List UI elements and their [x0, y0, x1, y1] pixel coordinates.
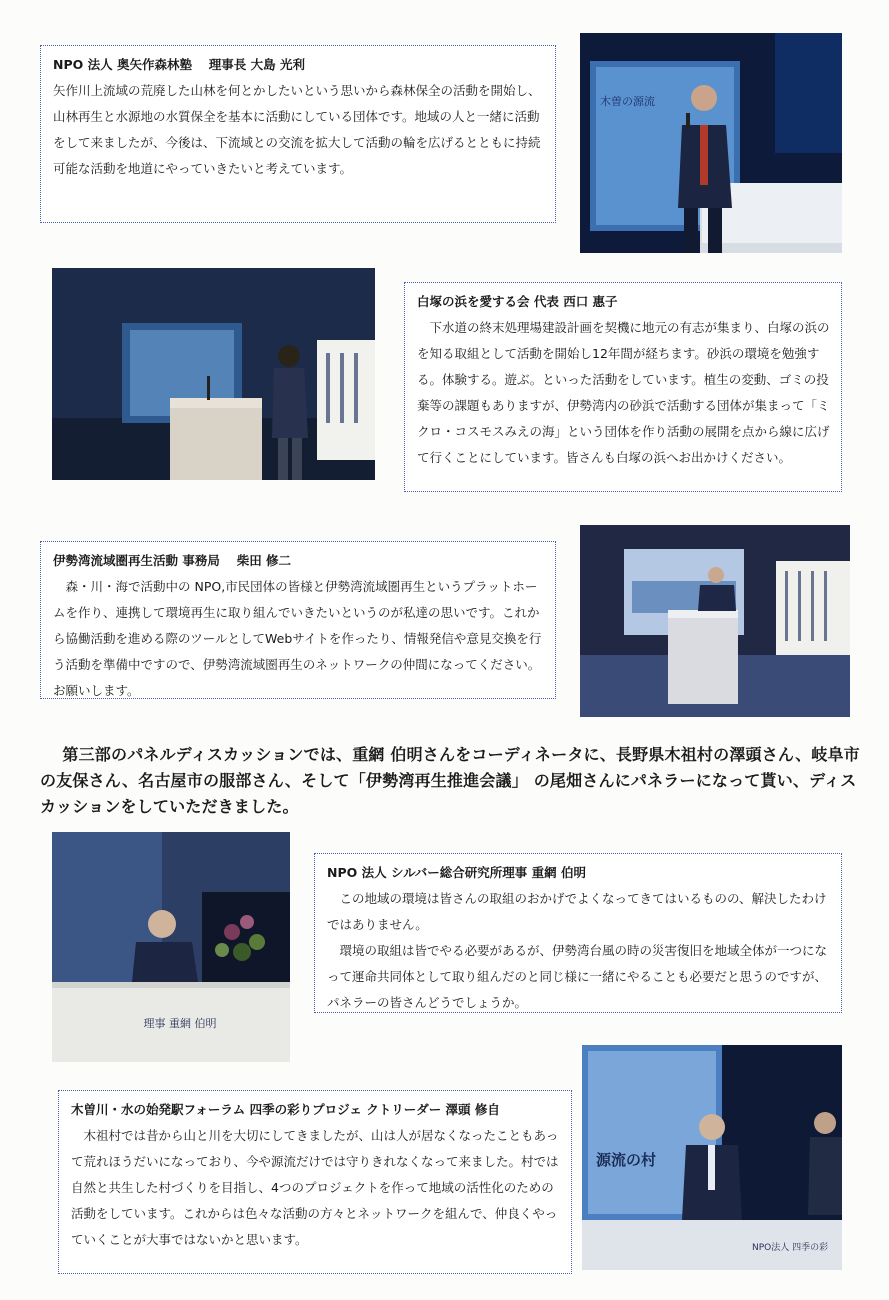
speaker-text: 環境の取組は皆でやる必要があるが、伊勢湾台風の時の災害復旧を地域全体が一つになって運命共同体として取り組んだのと同じ様に一緒にやることも必要だと思うのですが、パネラーの皆さんどうでしょうか。 [327, 943, 828, 1010]
photo-speaker-nishiguchi [52, 268, 375, 480]
photo-speaker-sawagashira [582, 1045, 842, 1270]
speaker-heading: 木曽川・水の始発駅フォーラム 四季の彩りプロジェ クトリーダー 澤頭 修自 [71, 1102, 500, 1117]
speaker-heading: 白塚の浜を愛する会 代表 西口 惠子 [417, 294, 618, 309]
speaker-text: 森・川・海で活動中の NPO,市民団体の皆様と伊勢湾流域圏再生というプラットホームを作り、連携して環境再生に取り組んでいきたいというのが私達の思いです。これから協働活動を進める際のツールとしてWebサイトを作ったり、情報発信や意見交換を行う活動を準備中ですので、伊勢湾流域圏再生のネットワークの仲間になってください。お願いします。 [53, 579, 542, 698]
speaker-box-oshima [40, 45, 556, 223]
nameplate-text: 理事 重網 伯明 [143, 1017, 217, 1030]
speaker-text: 矢作川上流域の荒廃した山林を何とかしたいという思いから森林保全の活動を開始し、山林再生と水源地の水質保全を基本に活動にしている団体です。地域の人と一緒に活動をして来ましたが、今後は、下流域との交流を拡大して活動の輪を広げるとともに持続可能な活動を地道にやっていきたいと考えています。 [53, 83, 541, 176]
speaker-heading: NPO 法人 シルバー総合研究所理事 重網 伯明 [327, 865, 586, 880]
speaker-text: 木祖村では昔から山と川を大切にしてきましたが、山は人が居なくなったこともあって荒れほうだいになっており、今や源流だけでは守りきれなくなって来ました。村では自然と共生した村づくりを目指し、4つのプロジェクトを作って地域の活性化のための活動をしています。これからは色々な活動の方々とネットワークを組んで、仲良くやっていくことが大事ではないかと思います。 [71, 1128, 559, 1247]
screen-text: 源流の村 [596, 1151, 657, 1169]
speaker-text: この地域の環境は皆さんの取組のおかげでよくなってきてはいるものの、解決したわけではありません。 [327, 891, 827, 932]
panel-discussion-summary: 第三部のパネルディスカッションでは、重網 伯明さんをコーディネータに、長野県木祖村の澤頭さん、岐阜市の友保さん、名古屋市の服部さん、そして「伊勢湾再生推進会議」 の尾畑さんにパネラーになって貰い、ディスカッションをしていただきました。 [40, 745, 860, 816]
nameplate-text: NPO法人 四季の彩 [752, 1243, 829, 1253]
photo-speaker-oshima [580, 33, 842, 253]
speaker-heading: 伊勢湾流域圏再生活動 事務局 柴田 修二 [53, 553, 292, 568]
speaker-text: 下水道の終末処理場建設計画を契機に地元の有志が集まり、白塚の浜のを知る取組として活動を開始し12年間が経ちます。砂浜の環境を勉強する。体験する。遊ぶ。といった活動をしています。植生の変動、ゴミの投棄等の課題もありますが、伊勢湾内の砂浜で活動する団体が集まって「ミクロ・コスモスみえの海」という団体を作り活動の展開を点から線に広げて行くことにしています。皆さんも白塚の浜へお出かけください。 [417, 320, 830, 465]
speaker-heading: NPO 法人 奥矢作森林塾 理事長 大島 光利 [53, 57, 306, 72]
screen-text: 木曽の源流 [600, 95, 655, 108]
speaker-box-nishiguchi [404, 282, 842, 492]
photo-coordinator-shigeami [52, 832, 290, 1062]
speaker-box-shibata [40, 541, 556, 699]
speaker-box-shigeami [314, 853, 842, 1013]
speaker-box-sawagashira [58, 1090, 572, 1274]
photo-speaker-shibata [580, 525, 850, 717]
